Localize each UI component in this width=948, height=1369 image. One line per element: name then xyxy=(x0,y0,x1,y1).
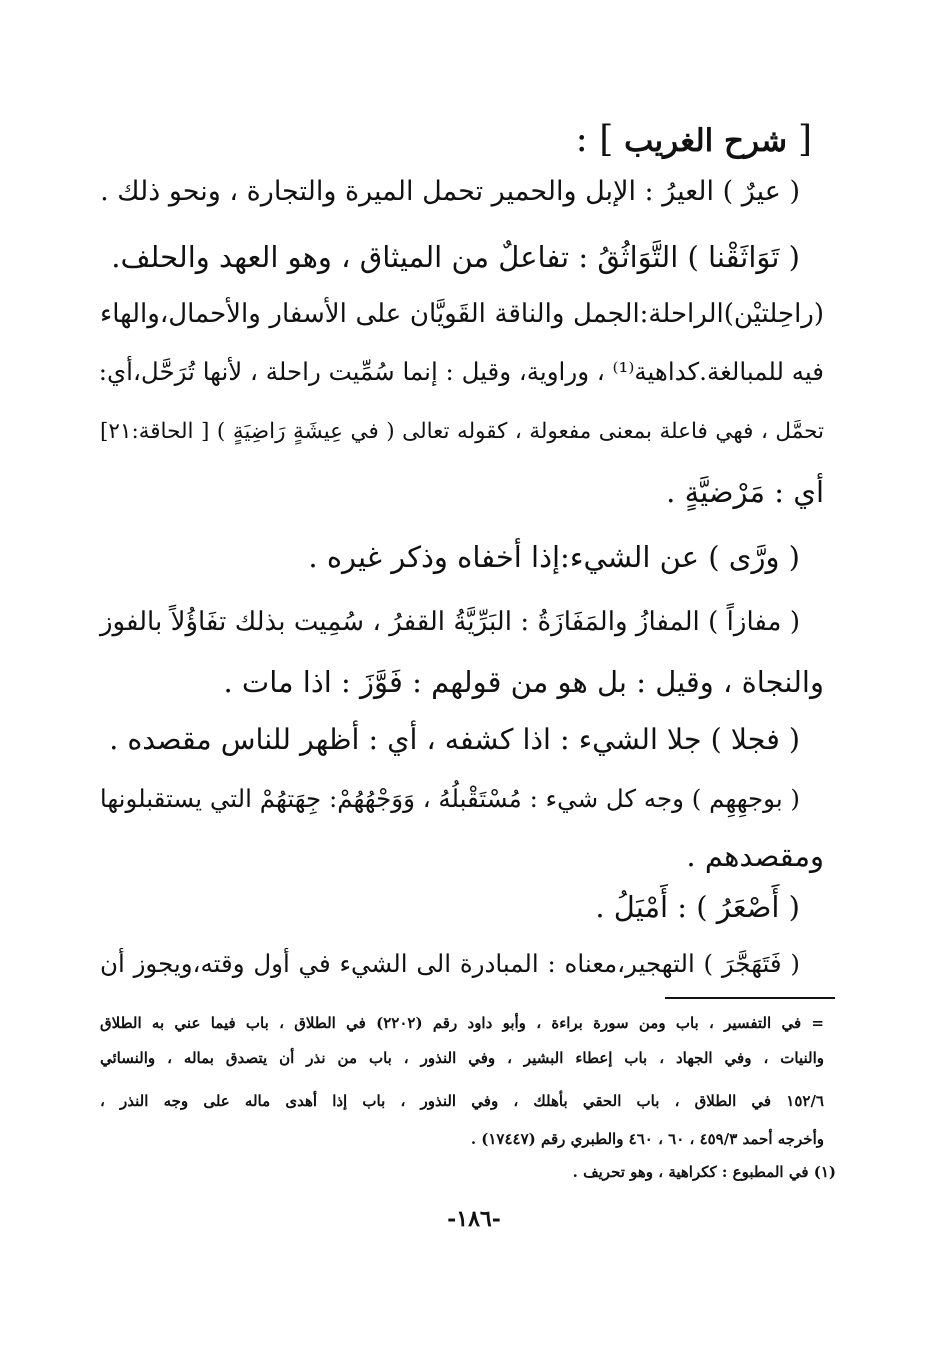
body-line: والنجاة ، وقيل : بل هو من قولهم : فَوَّزَ : اذا مات . xyxy=(223,665,824,699)
body-line: ( عيرٌ ) العيرُ : الإبل والحمير تحمل الميرة والتجارة ، ونحو ذلك . xyxy=(100,176,800,207)
footnote-line: = في التفسير ، باب ومن سورة براءة ، وأبو داود رقم (٢٢٠٢) في الطلاق ، باب فيما عني به الطلاق xyxy=(100,1014,824,1032)
body-line: ( بوجهِهِم ) وجه كل شيء : مُسْتَقْبلُهُ ، وَوَجْهُهُمْ: جِهَتهُمْ التي يستقبلونها xyxy=(99,784,800,813)
body-line: (راحِلتيْن)الراحلة:الجمل والناقة القَويَّان على الأسفار والأحمال،والهاء xyxy=(100,299,824,329)
body-line: تحمَّل ، فهي فاعلة بمعنى مفعولة ، كقوله تعالى ( في عِيشَةٍ رَاضِيَةٍ ) [ الحاقة:٢١] xyxy=(100,419,824,444)
footnote-divider xyxy=(665,997,835,999)
page-number: -١٨٦- xyxy=(447,1206,501,1232)
body-line: ( فجلا ) جلا الشيء : اذا كشفه ، أي : أظهر للناس مقصده . xyxy=(109,723,800,756)
body-line: فيه للمبالغة.كداهية⁽¹⁾ ، وراوية، وقيل : إنما سُمِّيت راحلة ، لأنها تُرَحَّل،أي: xyxy=(98,357,824,386)
body-line: ( تَوَاثَقْنا ) التَّوَاثُقُ : تفاعلٌ من الميثاق ، وهو العهد والحلف. xyxy=(111,240,800,274)
section-heading xyxy=(576,118,812,163)
footnote-line: والنيات ، وفي الجهاد ، باب إعطاء البشير ، وفي النذور ، باب من نذر أن يتصدق بماله ، والنسائي xyxy=(100,1049,824,1067)
heading-open-bracket: [ xyxy=(797,119,812,160)
body-line: ( مفازاً ) المفازُ والمَفَازَةُ : البَرِّيَّةُ القفرُ ، سُمِيت بذلك تفَاؤُلاً بالفوز xyxy=(100,607,800,637)
heading-title: شرح الغريب xyxy=(624,123,788,159)
footnote-line: ١٥٢/٦ في الطلاق ، باب الحقي بأهلك ، وفي النذور ، باب إذا أهدى ماله على وجه النذر ، xyxy=(100,1092,824,1110)
footnote-line: (١) في المطبوع : ككراهية ، وهو تحريف . xyxy=(572,1163,836,1181)
body-line: أي : مَرْضيَّةٍ . xyxy=(666,475,824,509)
footnote-line: وأخرجه أحمد ٤٥٩/٣ ، ٦٠ ، ٤٦٠ والطبري رقم (١٧٤٤٧) . xyxy=(470,1130,824,1148)
body-line: ومقصدهم . xyxy=(686,839,824,873)
body-line: ( ورَّى ) عن الشيء:إذا أخفاه وذكر غيره . xyxy=(308,540,800,574)
body-line: ( فَتَهَجَّرَ ) التهجير،معناه : المبادرة الى الشيء في أول وقته،ويجوز أن xyxy=(100,949,800,978)
body-line: ( أَصْعَرُ ) : أَمْيَلُ . xyxy=(595,890,800,924)
heading-close-bracket: ] : xyxy=(575,119,614,160)
